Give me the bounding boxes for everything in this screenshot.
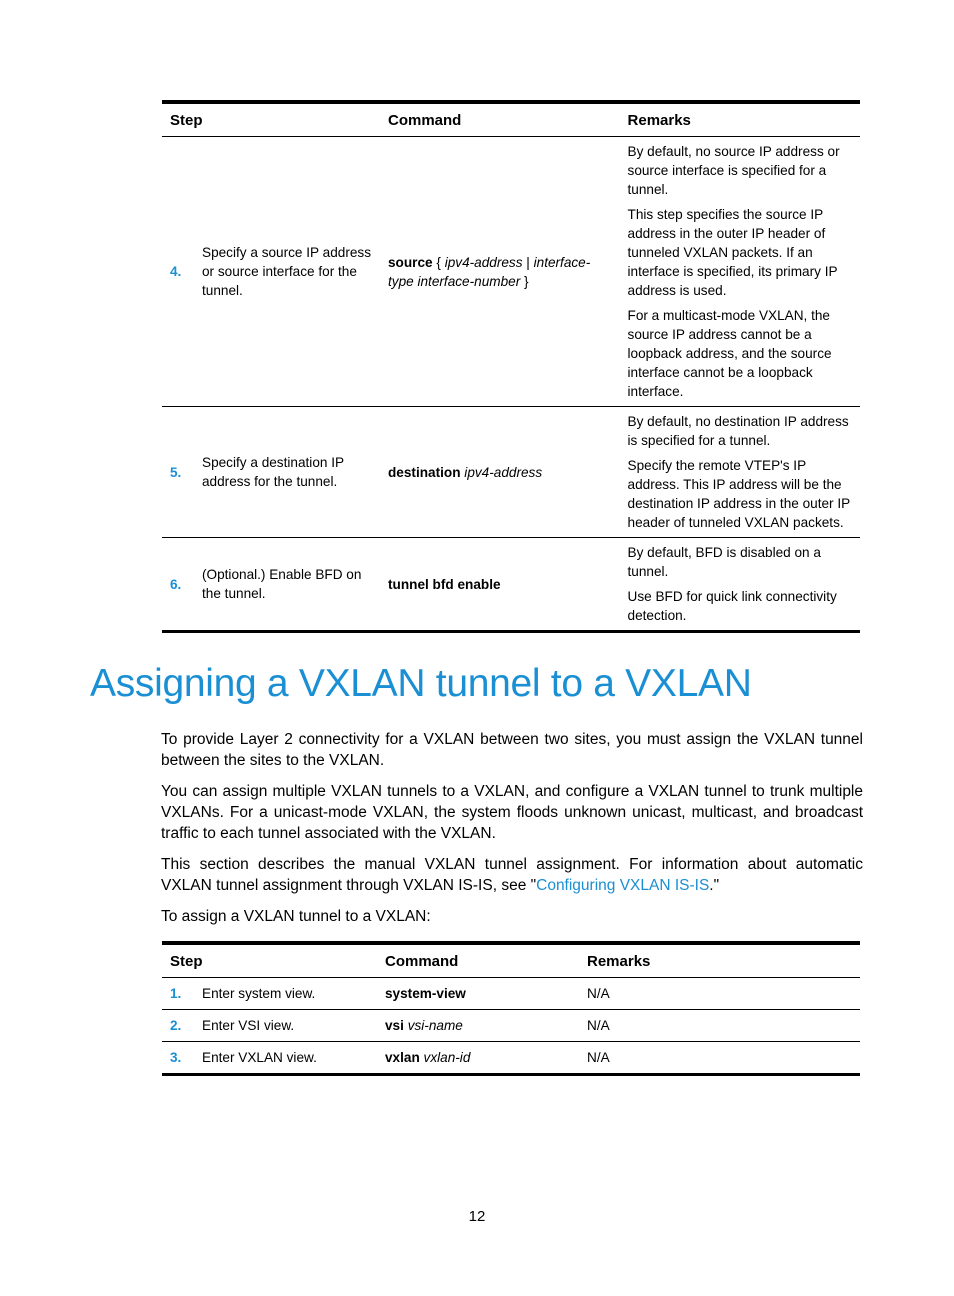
step-number: 4. (170, 264, 182, 279)
step-text: Specify a source IP address or source interface for the tunnel. (202, 245, 372, 298)
header-remarks: Remarks (620, 102, 860, 137)
step-number: 5. (170, 464, 182, 480)
table-row (162, 407, 860, 538)
remarks-cell: N/A (579, 1010, 860, 1042)
command-keyword: tunnel bfd enable (388, 576, 501, 592)
command-cell: vsi vsi-name (377, 1010, 579, 1042)
table-row (162, 1042, 860, 1075)
step-number: 1. (170, 986, 182, 1001)
step-text: (Optional.) Enable BFD on the tunnel. (202, 567, 362, 601)
paragraph: To provide Layer 2 connectivity for a VXLAN between two sites, you must assign the VXLAN tunnel between the sites to the VXLAN. (161, 731, 863, 769)
command-cell (380, 538, 620, 632)
command-keyword: source (388, 254, 433, 270)
command-cell: destination ipv4-address (380, 407, 620, 538)
steps-table-top (162, 100, 860, 633)
paragraph: To assign a VXLAN tunnel to a VXLAN: (161, 908, 431, 925)
table-row (162, 137, 860, 407)
page-number: 12 (468, 1208, 486, 1225)
remarks-cell: By default, no source IP address or source interface is specified for a tunnel. This step specifies the source IP address in the outer IP header of tunneled VXLAN packets. If an interface is specified, its primary IP address is used. For a multicast-mode VXLAN, the source IP address cannot be a loopback address, and the source interface cannot be a loopback interface. (620, 137, 860, 407)
paragraph: This section describes the manual VXLAN tunnel assignment. For information about automatic VXLAN tunnel assignment through VXLAN IS-IS, see "Configuring VXLAN IS-IS." (161, 856, 863, 894)
header-step: Step (162, 943, 377, 978)
remarks-cell: By default, no destination IP address is specified for a tunnel. Specify the remote VTEP's IP address. This IP address will be the destination IP address in the outer IP header of tunneled VXLAN packets. (620, 407, 860, 538)
step-text: Specify a destination IP address for the tunnel. (202, 455, 344, 489)
command-cell: source { ipv4-address | interface-type interface-number } (380, 137, 620, 407)
section-body (161, 729, 863, 937)
header-command: Command (377, 943, 579, 978)
step-number: 3. (170, 1050, 182, 1065)
step-text: Enter system view. (202, 986, 316, 1001)
remarks-cell: N/A (579, 1042, 860, 1075)
table-row (162, 978, 860, 1010)
command-cell: vxlan vxlan-id (377, 1042, 579, 1075)
header-step: Step (162, 102, 380, 137)
header-remarks: Remarks (579, 943, 860, 978)
steps-table-bottom (162, 941, 860, 1076)
step-number: 6. (170, 576, 182, 592)
table-row (162, 538, 860, 632)
step-text: Enter VXLAN view. (202, 1050, 317, 1065)
remarks-cell: N/A (579, 978, 860, 1010)
command-keyword: destination (388, 464, 461, 480)
section-title: Assigning a VXLAN tunnel to a VXLAN (90, 662, 752, 705)
remarks-cell: By default, BFD is disabled on a tunnel. Use BFD for quick link connectivity detection. (620, 538, 860, 632)
table-row (162, 1010, 860, 1042)
step-text: Enter VSI view. (202, 1018, 295, 1033)
configuring-vxlan-isis-link[interactable]: Configuring VXLAN IS-IS (536, 877, 710, 894)
paragraph: You can assign multiple VXLAN tunnels to a VXLAN, and configure a VXLAN tunnel to trunk multiple VXLANs. For a unicast-mode VXLAN, the system floods unknown unicast, multicast, and broadcast traffic to each tunnel associated with the VXLAN. (161, 783, 863, 842)
header-command: Command (380, 102, 620, 137)
step-number: 2. (170, 1018, 182, 1033)
command-cell: system-view (377, 978, 579, 1010)
